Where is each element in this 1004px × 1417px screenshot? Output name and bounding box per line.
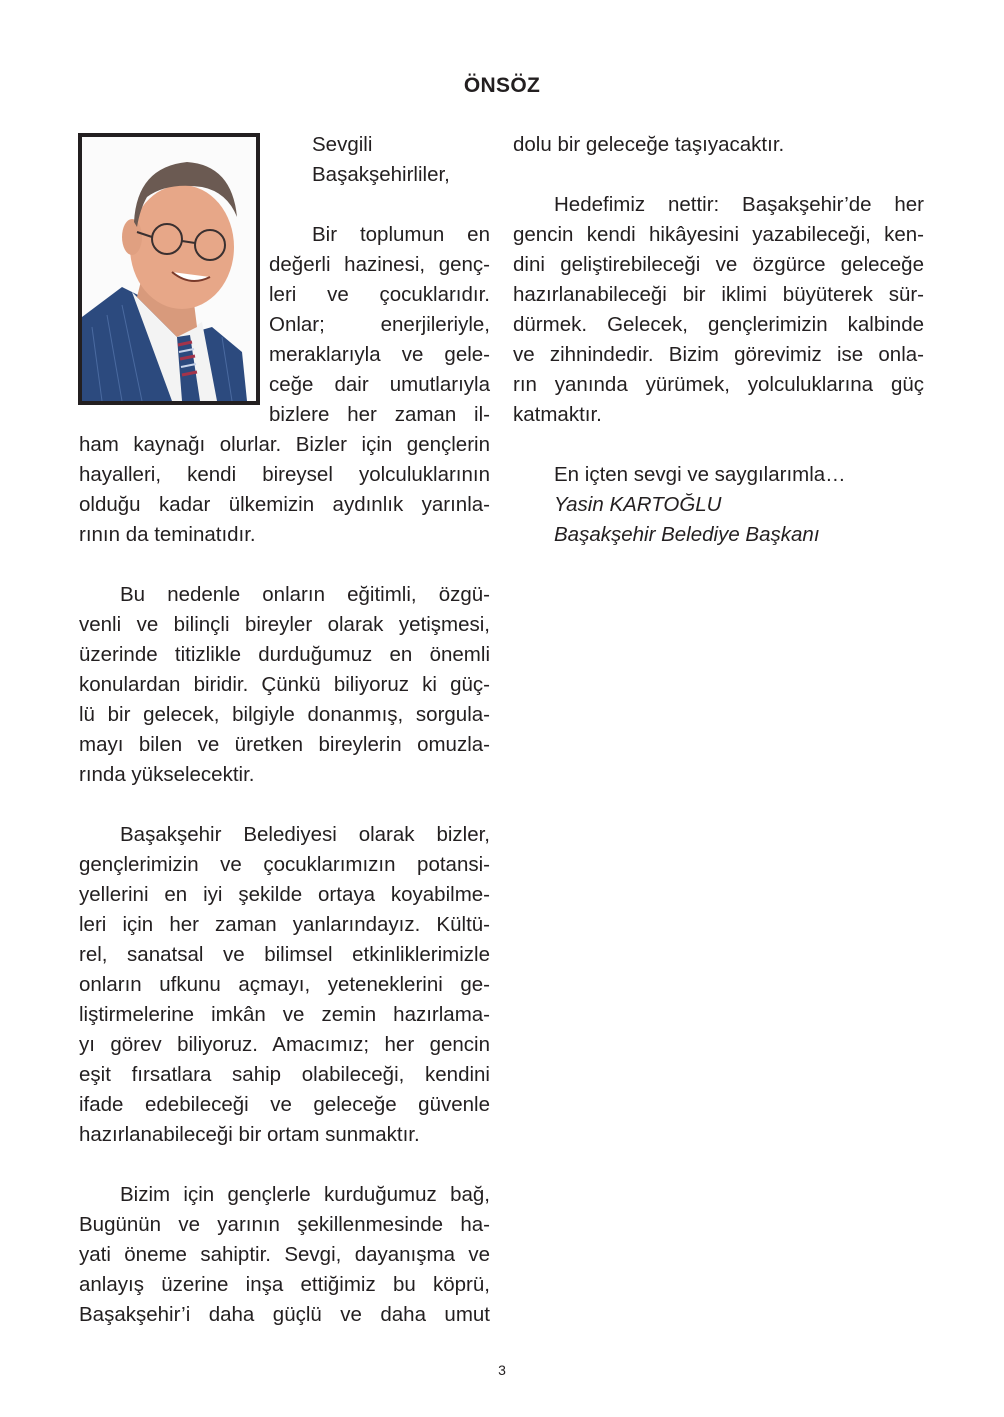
text-line: yati öneme sahiptir. Sevgi, dayanışma ve: [79, 1243, 490, 1266]
spacer: [79, 790, 490, 820]
text-line: yellerini en iyi şekilde ortaya koyabilme-: [79, 883, 490, 906]
text-line: venli ve bilinçli bireyler olarak yetişmesi,: [79, 613, 490, 636]
text-line: Bu nedenle onların eğitimli, özgü-: [120, 583, 490, 606]
text-line: lü bir gelecek, bilgiyle donanmış, sorgula-: [79, 703, 490, 726]
text-line: Onlar; enerjileriyle,: [269, 313, 490, 336]
greeting-line: Başakşehirliler,: [312, 163, 450, 186]
text-line: hayalleri, kendi bireysel yolculuklarının: [79, 463, 490, 486]
text-line: rel, sanatsal ve bilimsel etkinliklerimizle: [79, 943, 490, 966]
text-line: rın yanında yürümek, yolculuklarına güç: [513, 373, 924, 396]
text-line: rının da teminatıdır.: [79, 523, 256, 546]
text-line: eşit fırsatlara sahip olabileceği, kendini: [79, 1063, 490, 1086]
text-line: yı görev biliyoruz. Amacımız; her gencin: [79, 1033, 490, 1056]
left-column: [79, 130, 490, 1330]
text-line: Bugünün ve yarının şekillenmesinde ha-: [79, 1213, 490, 1236]
signature-title: Başakşehir Belediye Başkanı: [554, 523, 820, 546]
text-line: olduğu kadar ülkemizin aydınlık yarınla-: [79, 493, 490, 516]
text-line: konulardan biridir. Çünkü biliyoruz ki güç-: [79, 673, 490, 696]
text-line: mayı bilen ve üretken bireylerin omuzla-: [79, 733, 490, 756]
page-title: ÖNSÖZ: [463, 74, 541, 97]
text-line: leri ve çocuklarıdır.: [269, 283, 490, 306]
spacer: [79, 550, 490, 580]
text-line: onların ufkunu açmayı, yeteneklerini ge-: [79, 973, 490, 996]
text-line: gencin kendi hikâyesini yazabileceği, ken-: [513, 223, 924, 246]
text-line: gençlerimizin ve çocuklarımızın potansi-: [79, 853, 490, 876]
text-line: ceğe dair umutlarıyla: [269, 373, 490, 396]
text-line: hazırlanabileceği bir ortam sunmaktır.: [79, 1123, 420, 1146]
signature-name: Yasin KARTOĞLU: [554, 493, 722, 516]
page-number: 3: [498, 1362, 506, 1378]
text-line: katmaktır.: [513, 403, 602, 426]
spacer: [79, 190, 490, 220]
text-line: Bizim için gençlerle kurduğumuz bağ,: [120, 1183, 490, 1206]
text-line: Bir toplumun en: [312, 223, 490, 246]
spacer: [513, 160, 924, 190]
text-line: dini geliştirebileceği ve özgürce geleceğe: [513, 253, 924, 276]
spacer: [79, 1150, 490, 1180]
text-line: meraklarıyla ve gele-: [269, 343, 490, 366]
text-line: dürmek. Gelecek, gençlerimizin kalbinde: [513, 313, 924, 336]
text-line: bizlere her zaman il-: [269, 403, 490, 426]
text-line: rında yükselecektir.: [79, 763, 255, 786]
text-line: Hedefimiz nettir: Başakşehir’de her: [554, 193, 924, 216]
text-line: değerli hazinesi, genç-: [269, 253, 490, 276]
text-line: üzerinde titizlikle durduğumuz en önemli: [79, 643, 490, 666]
text-line: ham kaynağı olurlar. Bizler için gençlerin: [79, 433, 490, 456]
text-line: ve zihnindedir. Bizim görevimiz ise onla-: [513, 343, 924, 366]
text-line: leri için her zaman yanlarındayız. Kültü-: [79, 913, 490, 936]
right-column: [513, 130, 924, 550]
text-line: Başakşehir Belediyesi olarak bizler,: [120, 823, 490, 846]
spacer: [513, 430, 924, 460]
text-line: dolu bir geleceğe taşıyacaktır.: [513, 133, 785, 156]
closing-line: En içten sevgi ve saygılarımla…: [554, 463, 846, 486]
greeting-line: Sevgili: [312, 133, 373, 156]
text-line: Başakşehir’i daha güçlü ve daha umut: [79, 1303, 490, 1326]
text-line: anlayış üzerine inşa ettiğimiz bu köprü,: [79, 1273, 490, 1296]
text-line: hazırlanabileceği bir iklimi büyüterek sür-: [513, 283, 924, 306]
text-line: ifade edebileceği ve geleceğe güvenle: [79, 1093, 490, 1116]
text-line: liştirmelerine imkân ve zemin hazırlama-: [79, 1003, 490, 1026]
